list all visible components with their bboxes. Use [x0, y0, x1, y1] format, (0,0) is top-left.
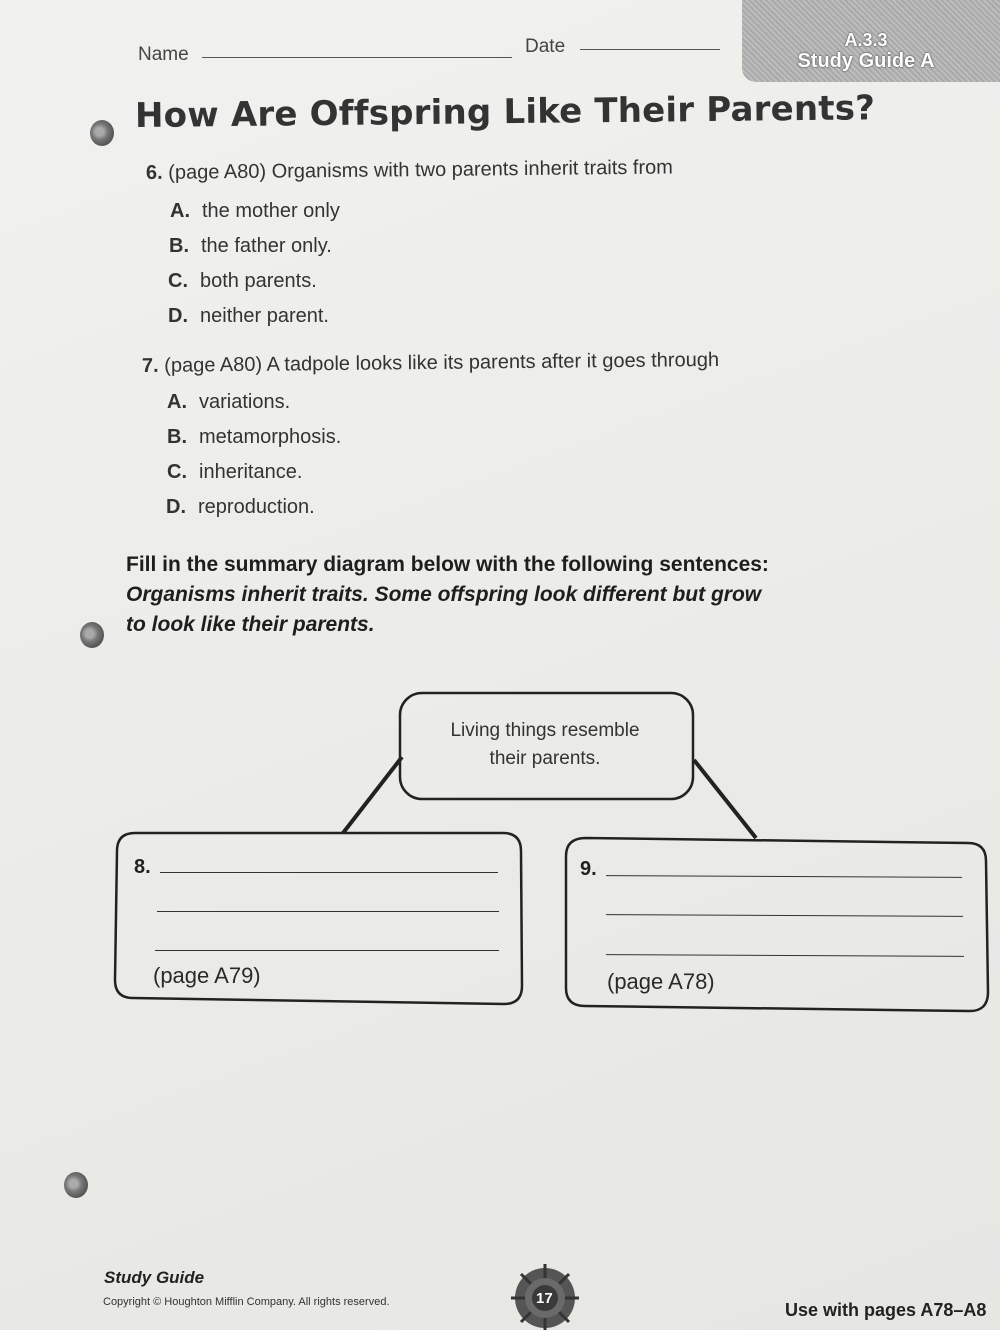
- option-letter: D.: [166, 496, 186, 518]
- badge-code: A.3.3: [844, 30, 888, 50]
- page-title: How Are Offspring Like Their Parents?: [134, 88, 876, 136]
- question-number: 7.: [141, 354, 159, 377]
- option-letter: D.: [168, 305, 188, 327]
- top-box-text: [400, 717, 690, 773]
- badge-title: Study Guide A: [797, 50, 935, 72]
- answer-8-number: 8.: [134, 856, 151, 878]
- top-box-line-1: Living things resemble: [450, 720, 640, 741]
- connector-right: [694, 760, 756, 838]
- option-text: the mother only: [202, 200, 340, 222]
- option-text: metamorphosis.: [199, 426, 342, 448]
- option-text: inheritance.: [199, 461, 303, 483]
- connector-left: [343, 757, 402, 833]
- question-text: (page A80) Organisms with two parents inherit traits from: [168, 156, 673, 184]
- answer-8-line-2[interactable]: [157, 911, 499, 912]
- date-label: Date: [525, 36, 566, 57]
- option-text: both parents.: [200, 270, 317, 292]
- answer-9-number: 9.: [580, 858, 597, 880]
- answer-8-line-3[interactable]: [155, 950, 499, 951]
- option-text: variations.: [199, 391, 291, 413]
- answer-9-page-ref: (page A78): [607, 969, 715, 994]
- option-letter: C.: [167, 461, 187, 483]
- question-text: (page A80) A tadpole looks like its parents after it goes through: [164, 348, 720, 377]
- footer-study-guide: Study Guide: [104, 1268, 205, 1287]
- option-letter: A.: [167, 391, 187, 413]
- answer-8-page-ref: (page A79): [153, 963, 261, 988]
- name-label: Name: [138, 44, 189, 65]
- instructions-line-3: to look like their parents.: [126, 613, 375, 636]
- answer-8-line-1[interactable]: [160, 872, 498, 873]
- option-text: the father only.: [201, 235, 332, 257]
- footer-use-with: Use with pages A78–A8: [785, 1300, 987, 1320]
- top-box-line-2: their parents.: [489, 748, 601, 769]
- instructions-line-2: Organisms inherit traits. Some offspring look different but grow: [126, 583, 762, 606]
- footer-copyright: Copyright © Houghton Mifflin Company. All rights reserved.: [103, 1296, 390, 1308]
- question-number: 6.: [145, 161, 163, 184]
- option-text: neither parent.: [200, 305, 329, 327]
- option-letter: C.: [168, 270, 188, 292]
- page-number: 17: [536, 1290, 553, 1307]
- instructions-line-1: Fill in the summary diagram below with the following sentences:: [126, 553, 769, 576]
- option-letter: B.: [169, 235, 189, 257]
- option-letter: B.: [167, 426, 187, 448]
- option-text: reproduction.: [198, 496, 315, 518]
- option-letter: A.: [170, 200, 190, 222]
